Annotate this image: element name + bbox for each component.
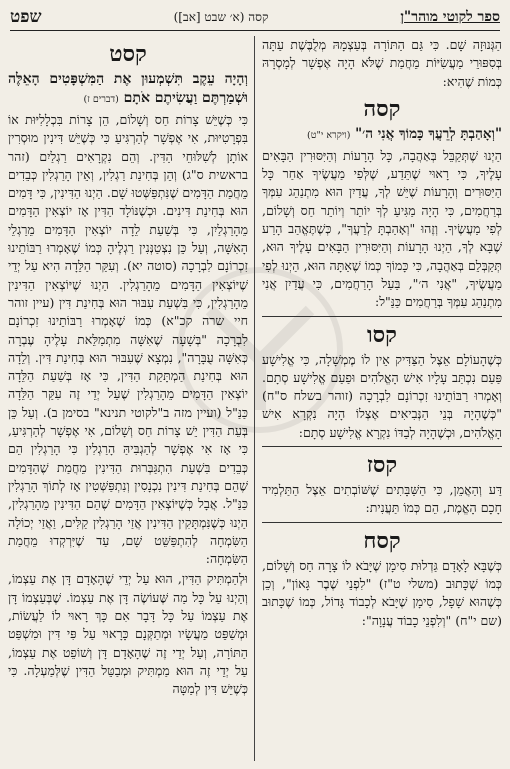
section-body-166: כְּשֶׁהָעוֹלָם אֵצֶל הַצַּדִּיק אֵין לוֹ מֶמְשָׁלָה, כִּי אֱלִישָׁע פַּעַם נִכְתַּב עָלָיו אִישׁ הָאֱלֹהִים וּפַעַם אֱלִישָׁע סְתָם. וְאָמְרוּ רַבּוֹתֵינוּ זִכְרוֹנָם לִבְרָכָה (זוהר בשלח ס"ח) "כְּשֶׁהָיָה בְּנֵי הַנְּבִיאִים אֶצְלוֹ הָיָה נִקְרָא אִישׁ הָאֱלֹהִים, וּכְשֶׁהָיָה לְבַדּוֹ נִקְרָא אֱלִישָׁע סְתָם: [262, 351, 502, 440]
section-heading-167: קסז [262, 446, 502, 479]
section-heading-169: קסט [109, 41, 147, 67]
section-body-165: הַיְנוּ שֶׁתְּקַבֵּל בְּאַהֲבָה, כָּל הָרָעוֹת וְהַיִּסּוּרִין הַבָּאִים עָלֶיךָ, כִּי רָאוּי שֶׁתֵּדַע, שֶׁלְּפִי מַעֲשֶׂיךָ אַחַר כָּל הַיִּסּוּרִים וְהָרָעוֹת שֶׁיֵּשׁ לְךָ, עֲדַיִן הוּא מִתְנַהֵג עִמְּךָ בְּרַחֲמִים, כִּי הָיָה מַגִּיעַ לְךָ יוֹתֵר וְיוֹתֵר חַס וְשָׁלוֹם, לְפִי מַעֲשֶׂיךָ. וְזֶהוּ "וְאָהַבְתָּ לְרֵעֲךָ", כְּשֶׁתֶּאֱהַב הָרַע שֶׁבָּא לְךָ, הַיְנוּ הָרָעוֹת וְהַיִּסּוּרִין הַבָּאִים עָלֶיךָ הוּא, תְּקַבְּלֵם בְּאַהֲבָה, כִּי כָּמוֹךָ כְּמוֹ שֶׁאַתָּה הוּא, הַיְנוּ לְפִי מַעֲשֶׂיךָ, "אֲנִי ה׳", בַּעַל הָרַחֲמִים, כִּי עֲדַיִן אֲנִי מִתְנַהֵג עִמְּךָ בְּרַחֲמִים כַּנַּ"ל: [262, 147, 502, 310]
page-number: שפט [10, 7, 42, 27]
section-body-167: דַּע וְהַאֲמֵן, כִּי הַשַּׁבָּתִים שֶׁשּׁוֹבְתִים אֵצֶל הַתַּלְמִיד חָכָם הָאֱמֶת, הֵם כְּמוֹ תַּעֲנִית: [262, 482, 502, 516]
left-column [8, 36, 248, 763]
section-heading-166: קסו [262, 316, 502, 349]
right-column [262, 36, 502, 763]
lead-verse [8, 70, 248, 109]
verse-text: "וְאָהַבְתָּ לְרֵעֲךָ כָּמוֹךָ אֲנִי ה׳" [355, 125, 502, 142]
section-heading-165: קסה [363, 95, 401, 122]
column-divider [254, 36, 255, 761]
lead-verse-text: וְהָיָה עֵקֶב תִּשְׁמְעוּן אֶת הַמִּשְׁפָּטִים הָאֵלֶּה וּשְׁמַרְתֶּם וַעֲשִׂיתֶם אֹתָם [8, 71, 248, 106]
verse-line [262, 125, 502, 145]
section-heading-168: קסח [262, 522, 502, 555]
intro-text: הַגְּנוּזָה שָׁם. כִּי גַּם הַתּוֹרָה בְּעַצְמָהּ מְלֻבֶּשֶׁת עַתָּה בְּסִפּוּרֵי מַעֲשִׂיּוֹת מֵחֲמַת שֶׁלֹּא הָיָה אֶפְשָׁר לְמָסְרָהּ כְּמוֹת שֶׁהִיא: [262, 37, 502, 89]
page-header [10, 4, 500, 31]
section-body-168: כְּשֶׁבָּא לָאָדָם גַּדְלוּת סִימָן שֶׁיָּבֹא לוֹ צָרָה חַס וְשָׁלוֹם, כְּמוֹ שֶׁכָּתוּב (משלי ט"ז) "לִפְנֵי שֶׁבֶר גָּאוֹן", וְכֵן כְּשֶׁהוּא שָׁפָל, סִימָן שֶׁיָּבֹא לְכָבוֹד גָּדוֹל, כְּמוֹ שֶׁכָּתוּב (שם י"ח) "וְלִפְנֵי כָבוֹד עֲנָוָה": [262, 557, 502, 628]
verse-reference: (ויקרא י"ט) [307, 129, 351, 141]
book-title: ספר לקוטי מוהר"ן [400, 8, 500, 25]
section-marker: קסה (א׳ שבט [אב]) [173, 9, 269, 24]
section-body-169-cont: וּלְהַמְתִּיק הַדִּין, הוּא עַל יְדֵי שֶׁהָאָדָם דָּן אֶת עַצְמוֹ, וְהַיְנוּ עַל כָּל מַה שֶּׁעוֹשֶׂה דָּן אֶת עַצְמוֹ. שֶׁבְּעַצְמוֹ דָּן אֶת עַצְמוֹ עַל כָּל דָּבָר אִם כָּךְ רָאוּי לוֹ לַעֲשׂוֹת, וּמְשַׁפֵּט מַעֲשָׂיו וּמְתַקְּנָם כָּרָאוּי עַל פִּי דִּין וּמִשְׁפַּט הַתּוֹרָה, וְעַל יְדֵי זֶה שֶׁהָאָדָם דָּן וְשׁוֹפֵט אֶת עַצְמוֹ, עַל יְדֵי זֶה הוּא מַמְתִּיק וּמְבַטֵּל הַדִּין שֶׁלְּמַעְלָה. כִּי כְּשֶׁיֵּשׁ דִּין לְמַטָּה [8, 571, 248, 697]
lead-verse-reference: (דברים ז) [83, 94, 119, 105]
section-body-169: כִּי כְּשֶׁיֵּשׁ צָרוֹת חַס וְשָׁלוֹם, הֵן צָרוֹת בִּכְלָלִיּוּת אוֹ בִּפְרָטִיּוּת, אִי אֶפְשָׁר לְהַרְגִּיעַ כִּי כְּשֶׁיֵּשׁ דִּינִין מוּסְרִין אוֹתָן לְשִׁלּוּחֵי הַדִּין. וְהֵם נִקְרָאִים רַגְלַיִם (זהר בראשית ס"ג) וְהֵן בְּחִינַת רַגְלִין, וְאֵין הָרַגְלִין כְּבֵדִים מֵחֲמַת הַדָּמִים שֶׁנִּתְפַּשְּׁטוּ שָׁם. הַיְנוּ הַדִּינִין, כִּי דָּמִים הוּא בְּחִינַת דִּינִים. וּכְשֶׁנּוֹלָד הַדִּין אָז יוֹצְאִין הַדָּמִים מֵהָרַגְלַיִן, כִּי בְּשַׁעַת לֵדָה יוֹצְאִין הַדָּמִים מֵרַגְלֵי הָאִשָּׁה, וְעַל כֵּן נִצְטַנְּנִין רַגְלֶיהָ כְּמוֹ שֶׁאָמְרוּ רַבּוֹתֵינוּ זִכְרוֹנָם לִבְרָכָה (סוטה יא). וְעִקַּר הַלֵּדָה הִיא עַל יְדֵי שֶׁיּוֹצְאִין הַדָּמִים מֵהָרַגְלִין. הַיְנוּ שֶׁיּוֹצְאִין הַדִּינִין מֵהָרַגְלִין, כִּי בִּשְׁעַת עִבּוּר הוּא בְּחִינַת דִּין (עיין זוהר חיי שרה קכ"א) כְּמוֹ שֶׁאָמְרוּ רַבּוֹתֵינוּ זִכְרוֹנָם לִבְרָכָה "בְּשָׁעָה שֶׁאִשָּׁה מִתְמַלֵּאת עָלֶיהָ עֶבְרָה כְּאִשָּׁה עֻבָּרָה", נִמְצָא שֶׁעִבּוּר הוּא בְּחִינַת דִּין. וְלֵדָה הוּא בְּחִינַת הַמְתָּקַת הַדִּין, כִּי אָז בְּשַׁעַת הַלֵּדָה יוֹצְאִין הַדָּמִים מֵהָרַגְלִין שֶׁעַל יְדֵי זֶה עִקַּר הַלֵּדָה כַּנַּ"ל (ועיין מזה ב"לקוטי תנינא" בסימן ב). וְעַל כֵּן בְּעֵת הַדִּין יֵשׁ צָרוֹת חַס וְשָׁלוֹם, אִי אֶפְשָׁר לְהַרְגִּיעַ, כִּי אָז אִי אֶפְשָׁר לְהַגְבִּיהַּ הָרַגְלִין כִּי הָרַגְלִין הֵם כְּבֵדִים בִּשְׁעַת הִתְגַּבְּרוּת הַדִּינִין מֵחֲמַת שֶׁהַדָּמִים שֶׁהֵם בְּחִינַת דִּינִין נִכְנָסִין וְנִתְפַּשְּׁטִין אָז לְתוֹךְ הָרַגְלִין כַּנַּ"ל. אֲבָל כְּשֶׁיּוֹצְאִין הַדָּמִים שֶׁהֵם הַדִּינִין מֵהָרַגְלִין, הַיְנוּ כְּשֶׁנִּמְתָּקִין הַדִּינִין אֲזַי הָרַגְלִין קַלִּים, וַאֲזַי יְכוֹלָה הַשִּׂמְחָה לְהִתְפַּשֵּׁט שָׁם, עַד שֶׁיִּרְקְדוּ מֵחֲמַת הַשִּׂמְחָה: [8, 112, 248, 567]
